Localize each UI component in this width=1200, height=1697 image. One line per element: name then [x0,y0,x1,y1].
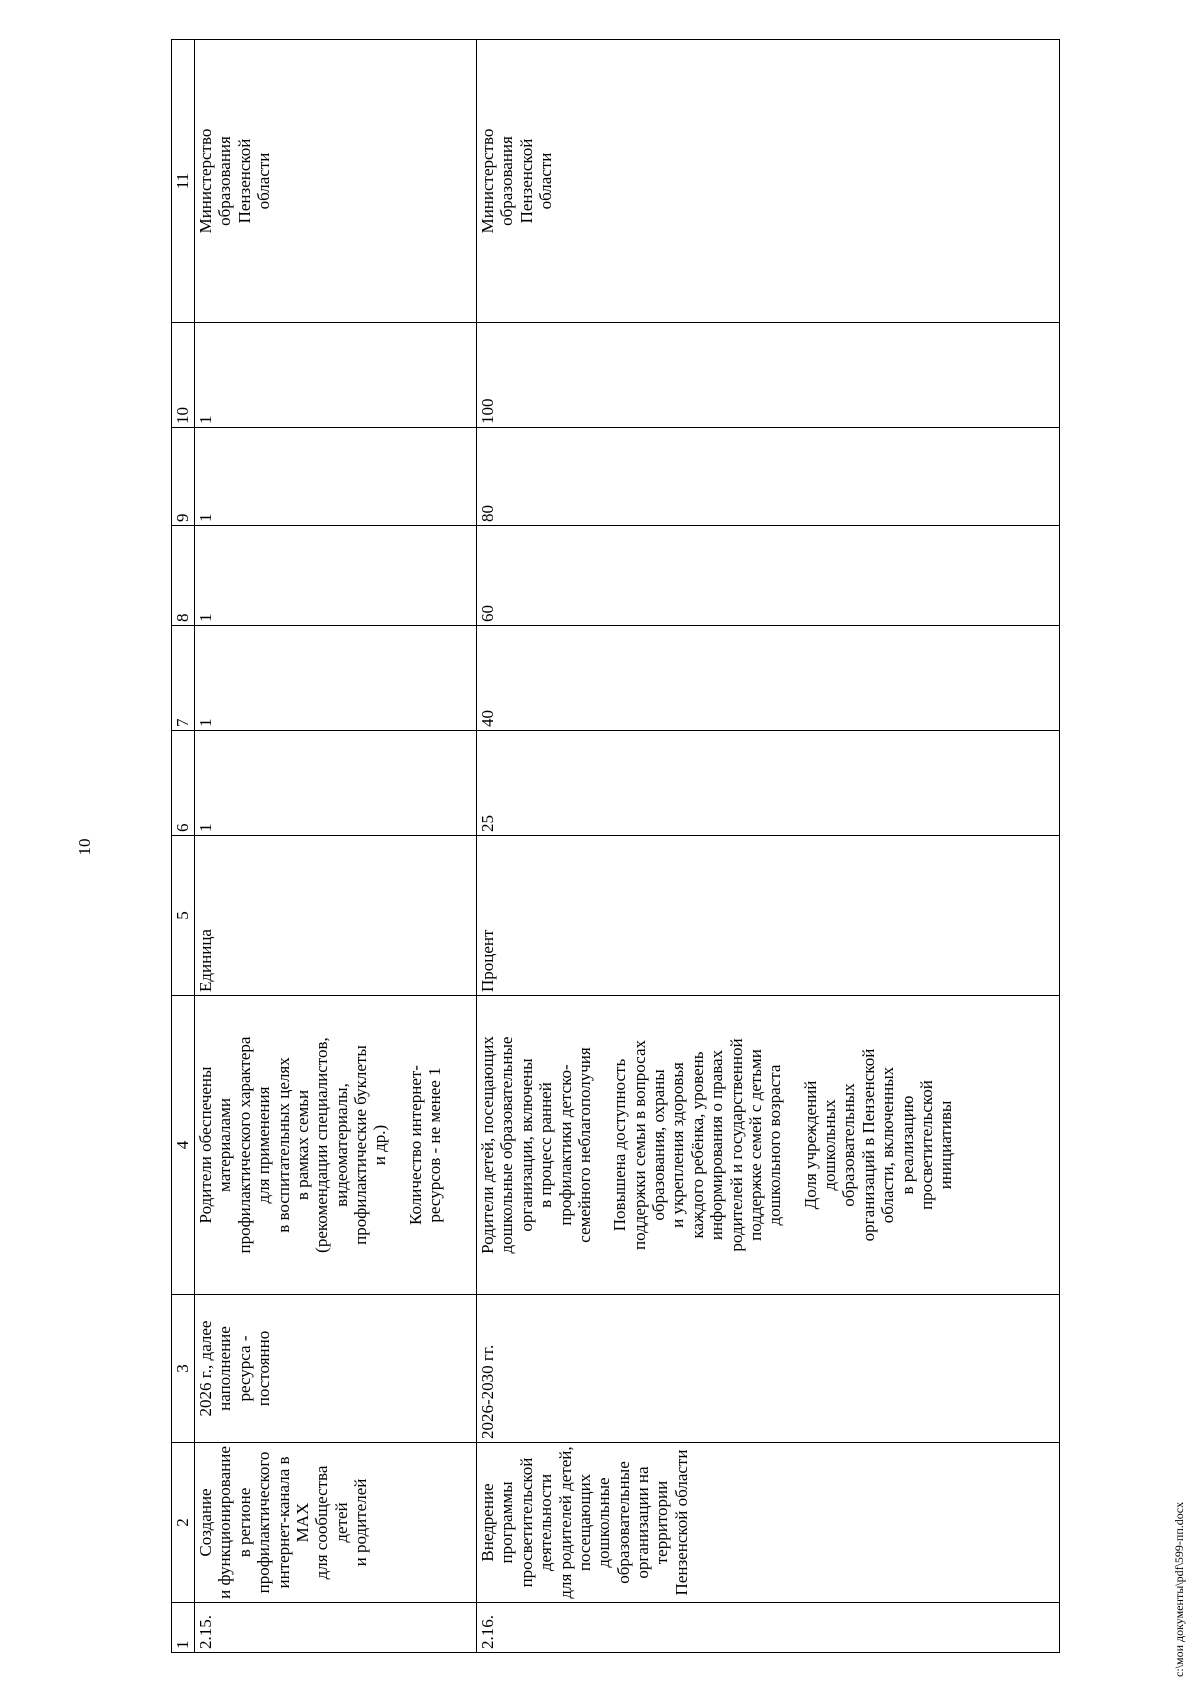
table-row [195,40,477,1653]
text-line: области, включенных [878,1066,898,1224]
text-line: интернет-канала в MAX [273,1456,312,1589]
text-line: ресурса - [234,1335,254,1402]
text-line: материалами [215,1098,235,1192]
text-line: дошкольные образовательные [497,1036,517,1254]
text-line: Доля учреждений [800,1080,820,1210]
column-number: 3 [172,1295,195,1443]
text-line: Количество интернет- [405,1065,425,1225]
text-line: в процесс ранней [536,1082,556,1208]
column-number: 8 [172,526,195,626]
text-line: для применения [254,1086,274,1204]
value-cell: 1 [195,626,477,731]
table-row [477,40,1060,1653]
value-cell: 1 [195,323,477,428]
column-number: 9 [172,428,195,526]
result-paragraph-2 [406,999,445,1291]
row-number: 2.15. [195,1603,477,1653]
text-line: для сообщества детей [312,1465,351,1580]
text-line: организации, включены [516,1058,536,1232]
result-cell [477,996,1060,1295]
page-number: 10 [75,838,94,856]
text-line: посещающих дошкольные [574,1473,614,1572]
text-line: в реализацию [897,1095,917,1195]
text-line: семейного неблагополучия [574,1047,594,1243]
result-paragraph-1 [478,999,594,1291]
result-cell [195,996,477,1295]
text-line: родителей и государственной [726,1038,746,1252]
text-line: Повышена доступность [610,1058,630,1232]
responsible-cell [477,40,1060,323]
text-line: в воспитательных целях [273,1057,293,1233]
text-line: информирования о правах [707,1049,727,1241]
text-line: и др.) [370,1124,390,1166]
column-number: 7 [172,626,195,731]
unit-cell: Процент [477,836,1060,996]
text-line: области [254,152,274,210]
text-line: профилактические буклеты [351,1045,370,1245]
text-line: Создание [196,1488,215,1557]
text-line: для родителей детей, [555,1446,575,1599]
text-line: ресурсов - не менее 1 [425,1067,445,1223]
text-line: образования [497,136,517,226]
text-line: организаций в Пензенской [858,1048,878,1242]
text-line: Министерство [196,128,215,234]
text-line: и родителей [351,1478,370,1567]
text-line: просветительской [516,1457,536,1588]
column-number-row [172,40,195,1653]
text-line: каждого ребёнка, уровень [687,1051,707,1239]
result-paragraph-3 [801,999,956,1291]
row-number: 2.16. [477,1603,1060,1653]
value-cell: 1 [195,526,477,626]
text-line: в регионе [234,1487,254,1558]
text-line: образовательных [839,1083,859,1207]
column-number: 5 [172,836,195,996]
column-number: 2 [172,1443,195,1603]
text-line: Пензенской области [671,1449,691,1596]
value-cell: 1 [195,428,477,526]
text-line: деятельности [536,1473,556,1572]
text-line: просветительской [916,1080,936,1210]
text-line: видеоматериалы, [331,1083,351,1207]
text-line: профилактического характера [234,1036,254,1254]
text-line: поддержки семьи в вопросах [629,1040,649,1250]
text-line: Пензенской [516,138,536,224]
text-line: Министерство [478,128,497,234]
value-cell: 60 [477,526,1060,626]
text-line: образовательные [613,1461,633,1584]
value-cell: 100 [477,323,1060,428]
text-line: и функционирование [215,1446,235,1599]
event-cell [477,1443,1060,1603]
column-number: 4 [172,996,195,1295]
value-cell: 80 [477,428,1060,526]
responsible-cell [195,40,477,323]
period-cell [195,1295,477,1443]
text-line: Пензенской [234,138,254,224]
text-line: образования, охраны [649,1069,668,1221]
value-cell: 1 [195,731,477,836]
text-line: в рамках семьи [292,1089,312,1201]
text-line: 2026 г., далее [196,1320,215,1417]
text-line: поддержке семей с детьми [745,1049,765,1241]
text-line: 2026-2030 гг. [478,1344,497,1439]
text-line: инициативы [936,1100,956,1190]
value-cell: 40 [477,626,1060,731]
column-number: 10 [172,323,195,428]
result-paragraph-2 [610,999,784,1291]
unit-cell: Единица [195,836,477,996]
text-line: Внедрение программы [478,1481,517,1564]
text-line: наполнение [215,1326,235,1411]
plan-table [171,39,1060,1653]
text-line: образования [215,136,235,226]
result-paragraph-1 [196,999,390,1291]
file-path-footer: c:\мои документы\pdf\599-пп.docx [1172,1501,1186,1677]
column-number: 6 [172,731,195,836]
text-line: Родители детей, посещающих [478,1036,497,1254]
event-cell [195,1443,477,1603]
text-line: Родители обеспечены [196,1066,215,1224]
text-line: (рекомендации специалистов, [312,1037,332,1253]
text-line: постоянно [254,1330,274,1407]
text-line: профилактического [254,1451,274,1594]
column-number: 11 [172,40,195,323]
period-cell [477,1295,1060,1443]
text-line: профилактики детско- [555,1064,575,1226]
column-number: 1 [172,1603,195,1653]
text-line: области [536,152,556,210]
text-line: дошкольных [820,1099,839,1191]
text-line: и укрепления здоровья [668,1062,688,1228]
value-cell: 25 [477,731,1060,836]
text-line: организации на территории [633,1466,672,1579]
text-line: дошкольного возраста [765,1064,785,1226]
